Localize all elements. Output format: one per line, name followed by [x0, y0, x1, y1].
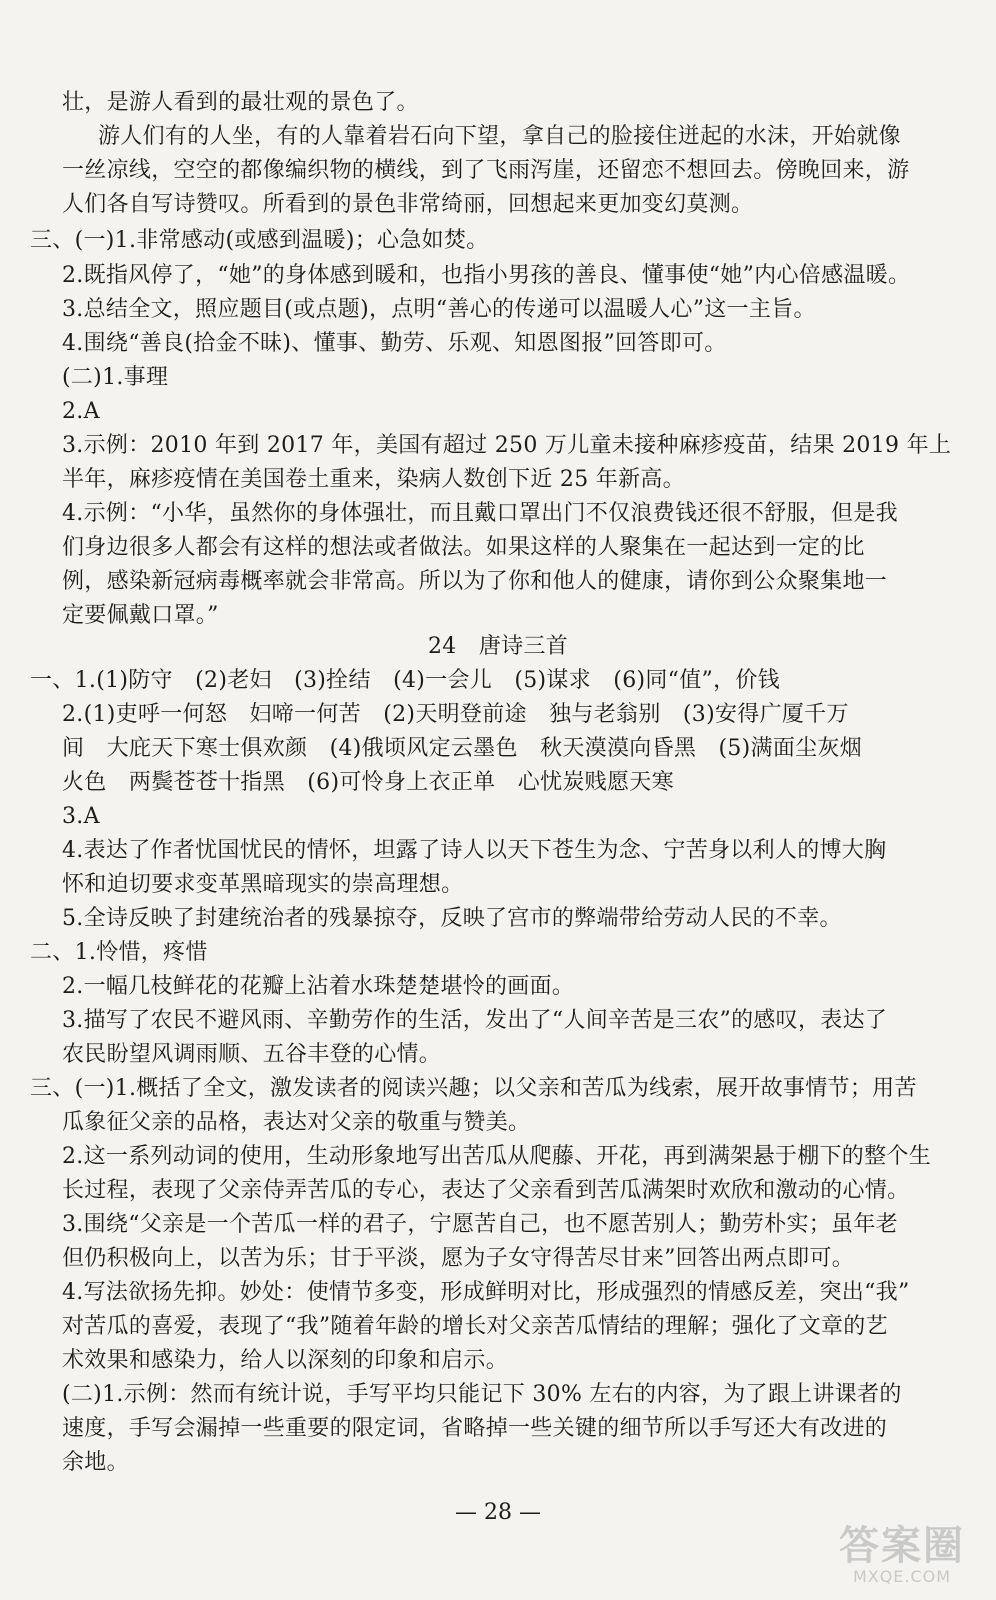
text-line: 术效果和感染力，给人以深刻的印象和启示。	[62, 1348, 509, 1373]
watermark-text: 答案圈	[839, 1523, 965, 1569]
text-line: 对苦瓜的喜爱，表现了“我”随着年龄的增长对父亲苦瓜情结的理解；强化了文章的艺	[62, 1314, 888, 1339]
text-line: 游人们有的人坐，有的人靠着岩石向下望，拿自己的脸接住迸起的水沫，开始就像	[98, 124, 901, 149]
text-line: 2.A	[62, 399, 100, 424]
text-line: 半年，麻疹疫情在美国卷土重来，染病人数创下近 25 年新高。	[62, 467, 685, 492]
page-number: — 28 —	[455, 1500, 541, 1525]
watermark-url: MXQE.COM	[852, 1567, 952, 1586]
text-line: 5.全诗反映了封建统治者的残暴掠夺，反映了宫市的弊端带给劳动人民的不幸。	[62, 906, 842, 931]
text-line: 3.示例：2010 年到 2017 年，美国有超过 250 万儿童未接种麻疹疫苗，结果 2019 年上	[62, 433, 952, 458]
text-line: 三、(一)1.概括了全文，激发读者的阅读兴趣；以父亲和苦瓜为线索，展开故事情节；用苦	[30, 1076, 917, 1101]
text-line: 3.围绕“父亲是一个苦瓜一样的君子，宁愿苦自己，也不愿苦别人；勤劳朴实；虽年老	[62, 1212, 898, 1237]
text-line: 3.描写了农民不避风雨、辛勤劳作的生活，发出了“人间辛苦是三农”的感叹，表达了	[62, 1008, 888, 1033]
text-line: 瓜象征父亲的品格，表达对父亲的敬重与赞美。	[62, 1110, 531, 1135]
text-line: 2.既指风停了，“她”的身体感到暖和，也指小男孩的善良、懂事使“她”内心倍感温暖。	[62, 263, 911, 288]
text-line: 们身边很多人都会有这样的想法或者做法。如果这样的人聚集在一起达到一定的比	[62, 535, 865, 560]
text-line: 余地。	[62, 1450, 129, 1475]
text-line: 4.表达了作者忧国忧民的情怀，坦露了诗人以天下苍生为念、宁苦身以利人的博大胸	[62, 838, 887, 863]
text-line: 3.A	[62, 804, 100, 829]
text-line: 2.这一系列动词的使用，生动形象地写出苦瓜从爬藤、开花，再到满架悬于棚下的整个生	[62, 1144, 931, 1169]
text-line: 一丝凉线，空空的都像编织物的横线，到了飞雨泻崖，还留恋不想回去。傍晚回来，游	[62, 158, 910, 183]
text-line: 4.围绕“善良(拾金不昧)、懂事、勤劳、乐观、知恩图报”回答即可。	[62, 331, 727, 356]
text-line: 二、1.怜惜，疼惜	[30, 940, 208, 965]
text-line: 间 大庇天下寒士俱欢颜 (4)俄顷风定云墨色 秋天漠漠向昏黑 (5)满面尘灰烟	[62, 736, 863, 761]
text-line: 4.写法欲扬先抑。妙处：使情节多变，形成鲜明对比，形成强烈的情感反差，突出“我”	[62, 1280, 910, 1305]
text-line: 2.一幅几枝鲜花的花瓣上沾着水珠楚楚堪怜的画面。	[62, 974, 575, 999]
text-line: 长过程，表现了父亲侍弄苦瓜的专心，表达了父亲看到苦瓜满架时欢欣和激动的心情。	[62, 1178, 910, 1203]
text-line: 人们各自写诗赞叹。所看到的景色非常绮丽，回想起来更加变幻莫测。	[62, 192, 754, 217]
watermark-logo	[822, 1524, 982, 1588]
text-line: 3.总结全文，照应题目(或点题)，点明“善心的传递可以温暖人心”这一主旨。	[62, 297, 816, 322]
section-title: 24 唐诗三首	[427, 634, 569, 659]
text-line: 农民盼望风调雨顺、五谷丰登的心情。	[62, 1042, 442, 1067]
text-line: 速度，手写会漏掉一些重要的限定词，省略掉一些关键的细节所以手写还大有改进的	[62, 1416, 888, 1441]
text-line: (二)1.事理	[62, 365, 169, 390]
text-line: 定要佩戴口罩。”	[62, 603, 219, 628]
text-line: 2.(1)吏呼一何怒 妇啼一何苦 (2)天明登前途 独与老翁别 (3)安得广厦千万	[62, 702, 849, 727]
text-line: 一、1.(1)防守 (2)老妇 (3)拴结 (4)一会儿 (5)谋求 (6)同“值”，价钱	[30, 668, 780, 693]
text-line: 壮，是游人看到的最壮观的景色了。	[62, 90, 419, 115]
text-line: (二)1.示例：然而有统计说，手写平均只能记下 30% 左右的内容，为了跟上讲课者的	[62, 1382, 902, 1407]
text-line: 4.示例：“小华，虽然你的身体强壮，而且戴口罩出门不仅浪费钱还很不舒服，但是我	[62, 501, 898, 526]
text-line: 三、(一)1.非常感动(或感到温暖)；心急如焚。	[30, 228, 489, 253]
text-line: 例，感染新冠病毒概率就会非常高。所以为了你和他人的健康，请你到公众聚集地一	[62, 569, 888, 594]
text-line: 火色 两鬓苍苍十指黑 (6)可怜身上衣正单 心忧炭贱愿天寒	[62, 770, 674, 795]
text-line: 但仍积极向上，以苦为乐；甘于平淡，愿为子女守得苦尽甘来”回答出两点即可。	[62, 1246, 855, 1271]
text-line: 怀和迫切要求变革黑暗现实的崇高理想。	[62, 872, 464, 897]
